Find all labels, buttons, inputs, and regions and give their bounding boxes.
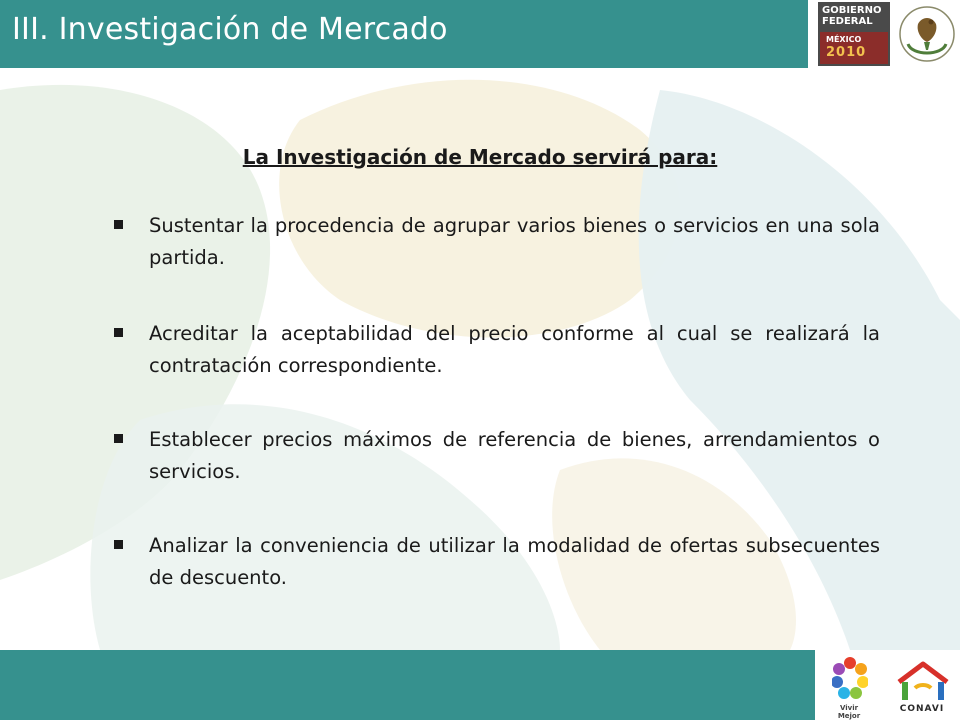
bullet-text: Establecer precios máximos de referencia de bienes, arrendamientos o servicios.	[149, 428, 880, 483]
gobierno-federal-logo	[818, 2, 890, 66]
slide-title: III. Investigación de Mercado	[12, 12, 448, 47]
bullet-text: Sustentar la procedencia de agrupar varios bienes o servicios en una sola partida.	[149, 214, 880, 269]
mexico-2010-badge	[820, 32, 888, 64]
bullet-text: Acreditar la aceptabilidad del precio conforme al cual se realizará la contratación correspondiente.	[149, 322, 880, 377]
year-label: 2010	[826, 45, 867, 60]
federal-label: FEDERAL	[822, 16, 873, 27]
vivir-mejor-flower-icon	[832, 657, 868, 703]
vivir-mejor-label: Vivir Mejor	[837, 704, 861, 720]
bullet-square-icon	[114, 220, 123, 229]
bullet-square-icon	[114, 434, 123, 443]
mexican-coat-of-arms-icon	[898, 4, 956, 64]
section-heading: La Investigación de Mercado servirá para:	[242, 145, 718, 169]
conavi-house-icon	[893, 658, 953, 704]
gobierno-label: GOBIERNO	[822, 5, 882, 16]
conavi-label: CONAVI	[899, 704, 945, 714]
bullet-text: Analizar la conveniencia de utilizar la modalidad de ofertas subsecuentes de descuento.	[149, 534, 880, 589]
bullet-square-icon	[114, 328, 123, 337]
title-bar	[0, 0, 808, 68]
bullet-square-icon	[114, 540, 123, 549]
mexico-label: MÉXICO	[826, 35, 862, 44]
